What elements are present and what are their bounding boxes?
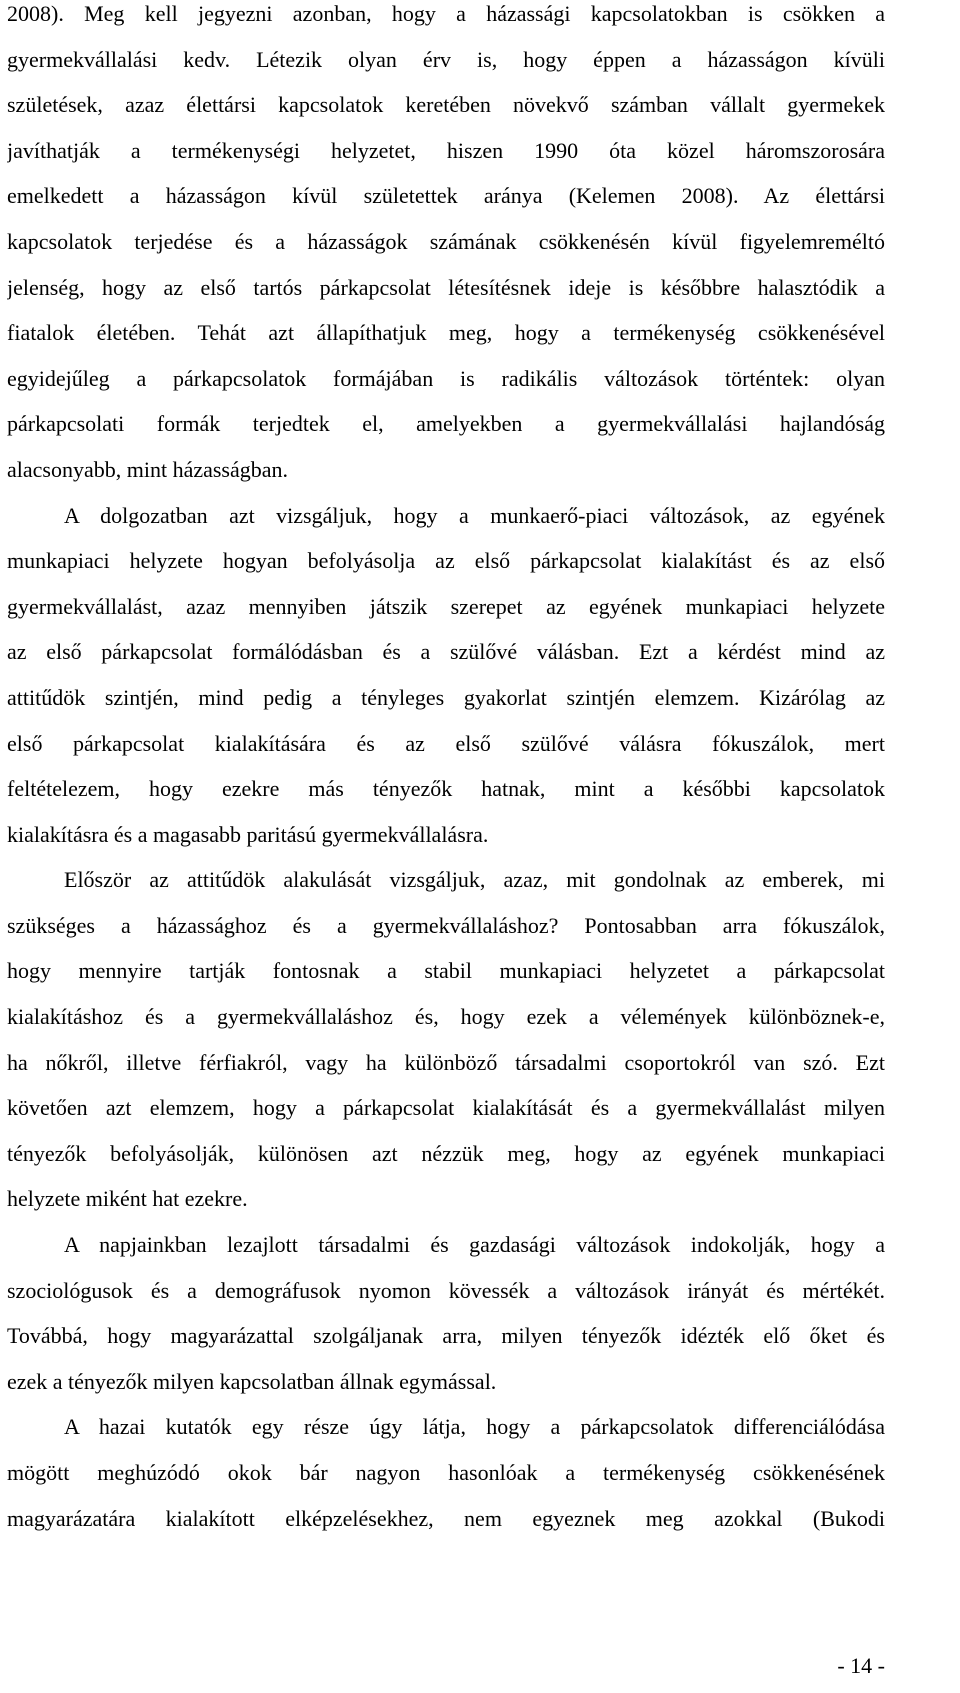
text-line: szociológusok és a demográfusok nyomon kövessék a változások irányát és mértékét. xyxy=(7,1277,885,1303)
text-line: helyzete miként hat ezekre. xyxy=(7,1186,248,1212)
text-line: kialakításra és a magasabb paritású gyermekvállalásra. xyxy=(7,821,489,847)
text-line: kialakításhoz és a gyermekvállaláshoz és, hogy ezek a vélemények különböznek-e, xyxy=(7,1004,885,1030)
text-line: ha nőkről, illetve férfiakról, vagy ha különböző társadalmi csoportokról van szó. Ezt xyxy=(7,1049,885,1075)
paragraph xyxy=(7,0,885,502)
text-line: magyarázatára kialakított elképzelésekhez, nem egyeznek meg azokkal (Bukodi xyxy=(7,1505,885,1531)
text-line: jelenség, hogy az első tartós párkapcsolat létesítésnek ideje is későbbre halasztódik a xyxy=(7,274,885,300)
text-line: A dolgozatban azt vizsgáljuk, hogy a munkaerő-piaci változások, az egyének xyxy=(64,502,885,528)
text-line: szükséges a házassághoz és a gyermekvállaláshoz? Pontosabban arra fókuszálok, xyxy=(7,912,885,938)
text-line: születések, azaz élettársi kapcsolatok keretében növekvő számban vállalt gyermekek xyxy=(7,92,885,118)
text-line: 2008). Meg kell jegyezni azonban, hogy a házassági kapcsolatokban is csökken a xyxy=(7,1,885,26)
text-line: Először az attitűdök alakulását vizsgáljuk, azaz, mit gondolnak az emberek, mi xyxy=(64,867,885,893)
text-line: tényezők befolyásolják, különösen azt nézzük meg, hogy az egyének munkapiaci xyxy=(7,1140,885,1166)
text-line: fiatalok életében. Tehát azt állapíthatjuk meg, hogy a termékenység csökkenésével xyxy=(7,320,885,346)
text-line: attitűdök szintjén, mind pedig a tényleges gyakorlat szintjén elemzem. Kizárólag az xyxy=(7,684,885,710)
text-line: emelkedett a házasságon kívül születettek aránya (Kelemen 2008). Az élettársi xyxy=(7,183,885,209)
text-line: az első párkapcsolat formálódásban és a szülővé válásban. Ezt a kérdést mind az xyxy=(7,639,885,665)
text-line: kapcsolatok terjedése és a házasságok számának csökkenésén kívül figyelemreméltó xyxy=(7,228,885,254)
paragraph xyxy=(7,1231,885,1413)
page-number: - 14 - xyxy=(837,1653,885,1678)
text-line: egyidejűleg a párkapcsolatok formájában is radikális változások történtek: olyan xyxy=(7,365,885,391)
document-body xyxy=(7,0,885,1550)
paragraph xyxy=(7,502,885,867)
text-line: A hazai kutatók egy része úgy látja, hogy a párkapcsolatok differenciálódása xyxy=(64,1414,885,1440)
paragraph xyxy=(7,866,885,1231)
text-line: gyermekvállalást, azaz mennyiben játszik szerepet az egyének munkapiaci helyzete xyxy=(7,593,885,619)
text-line: alacsonyabb, mint házasságban. xyxy=(7,456,289,482)
text-line: javíthatják a termékenységi helyzetet, hiszen 1990 óta közel háromszorosára xyxy=(7,137,885,163)
text-line: Továbbá, hogy magyarázattal szolgáljanak arra, milyen tényezők idézték elő őket és xyxy=(7,1323,885,1349)
text-line: A napjainkban lezajlott társadalmi és gazdasági változások indokolják, hogy a xyxy=(64,1232,885,1258)
text-line: gyermekvállalási kedv. Létezik olyan érv is, hogy éppen a házasságon kívüli xyxy=(7,46,885,72)
paragraph xyxy=(7,1413,885,1550)
text-line: hogy mennyire tartják fontosnak a stabil munkapiaci helyzetet a párkapcsolat xyxy=(7,958,885,984)
text-line: párkapcsolati formák terjedtek el, amelyekben a gyermekvállalási hajlandóság xyxy=(7,411,885,437)
text-line: első párkapcsolat kialakítására és az első szülővé válásra fókuszálok, mert xyxy=(7,730,885,756)
text-line: ezek a tényezők milyen kapcsolatban állnak egymással. xyxy=(7,1368,497,1394)
text-line: munkapiaci helyzete hogyan befolyásolja az első párkapcsolat kialakítást és az első xyxy=(7,548,885,574)
text-line: követően azt elemzem, hogy a párkapcsolat kialakítását és a gyermekvállalást milyen xyxy=(7,1095,885,1121)
text-line: mögött meghúzódó okok bár nagyon hasonlóak a termékenység csökkenésének xyxy=(7,1460,885,1485)
text-line: feltételezem, hogy ezekre más tényezők hatnak, mint a későbbi kapcsolatok xyxy=(7,776,885,802)
